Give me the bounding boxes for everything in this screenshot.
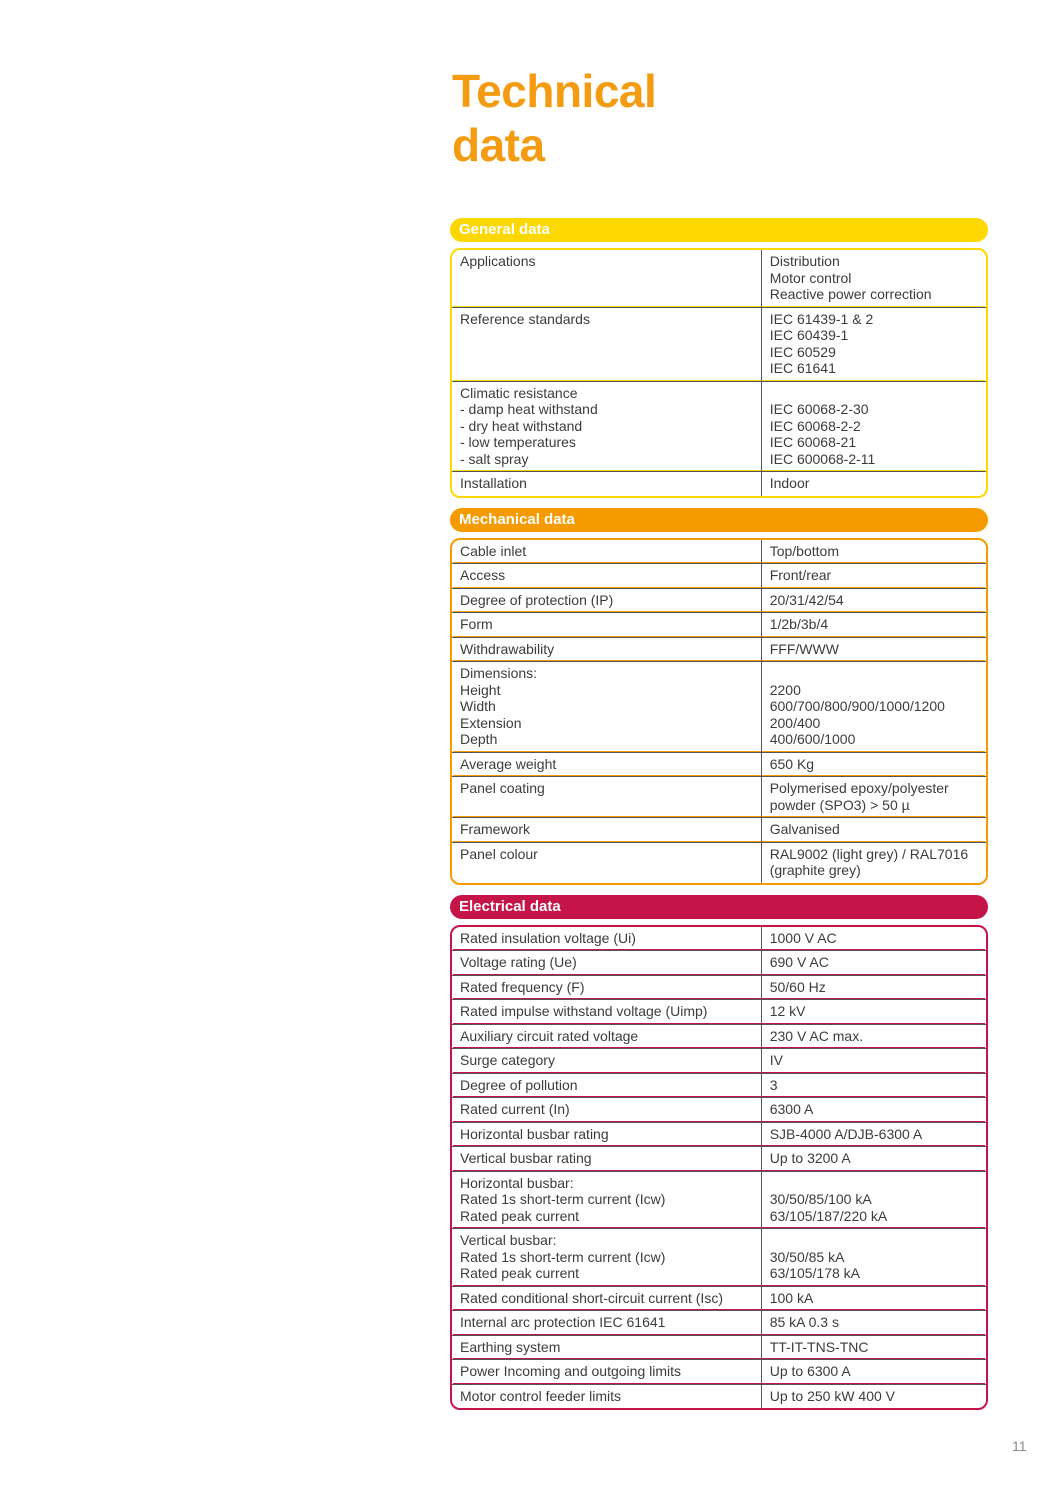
electrical-data-table [450, 925, 988, 1411]
text-line: Up to 6300 A [769, 1363, 851, 1379]
text-line: 100 kA [769, 1289, 814, 1306]
general-data-table [450, 248, 988, 498]
row-label [452, 662, 762, 752]
row-value [762, 951, 986, 975]
table-row [452, 776, 986, 817]
table-row [452, 1024, 986, 1049]
row-label [452, 777, 762, 817]
text-line: Depth [460, 731, 498, 747]
text-line: Average weight [460, 755, 557, 772]
table-row [452, 540, 986, 564]
table-row [452, 999, 986, 1024]
row-value [762, 540, 986, 564]
text-line: 200/400 [769, 714, 821, 731]
row-value [762, 1025, 986, 1049]
text-line: IEC 60439-1 [769, 327, 849, 343]
text-line [770, 1175, 978, 1192]
row-value [762, 613, 986, 637]
text-line: 3 [769, 1076, 778, 1093]
text-line: IEC 600068-2-11 [769, 450, 876, 467]
text-line [770, 1232, 978, 1249]
table-row [452, 1097, 986, 1122]
row-label [452, 1025, 762, 1049]
section-header-mechanical-data: Mechanical data [450, 508, 988, 532]
text-line: 30/50/85/100 kA [769, 1191, 872, 1207]
table-row [452, 752, 986, 777]
row-value [762, 753, 986, 777]
text-line: - damp heat withstand [460, 401, 598, 417]
text-line: Front/rear [769, 567, 832, 583]
row-label [452, 1385, 762, 1409]
row-label [452, 1000, 762, 1024]
row-label [452, 818, 762, 842]
text-line: 1000 V AC [769, 929, 837, 946]
text-line: IV [769, 1052, 783, 1068]
row-value [762, 1049, 986, 1073]
table-row [452, 950, 986, 975]
row-label [452, 1074, 762, 1098]
page-title-line2: data [452, 119, 545, 171]
text-line: Extension [460, 714, 522, 731]
text-line: Rated 1s short-term current (Icw) [460, 1248, 666, 1265]
content-column [450, 0, 988, 1410]
row-value [762, 1287, 986, 1311]
text-line: 600/700/800/900/1000/1200 [769, 698, 945, 714]
text-line: 63/105/178 kA [769, 1265, 861, 1281]
row-value [762, 472, 986, 496]
table-row [452, 471, 986, 496]
text-line: Panel coating [460, 780, 545, 796]
row-label [452, 1147, 762, 1171]
table-row [452, 661, 986, 752]
text-line: IEC 60068-21 [769, 434, 857, 450]
row-label [452, 927, 762, 951]
text-line: Form [460, 616, 493, 632]
text-line: Vertical busbar rating [460, 1150, 592, 1166]
page-number: 11 [1012, 1438, 1027, 1454]
text-line: TT-IT-TNS-TNC [769, 1338, 869, 1355]
row-value [762, 1336, 986, 1360]
text-line: Vertical busbar: [460, 1232, 557, 1248]
table-row [452, 817, 986, 842]
row-label [452, 1172, 762, 1229]
section-header-general-data: General data [450, 218, 988, 242]
table-row [452, 1310, 986, 1335]
text-line: Access [460, 567, 506, 583]
text-line: Internal arc protection IEC 61641 [460, 1314, 666, 1330]
row-label [452, 1049, 762, 1073]
text-line: Rated conditional short-circuit current (Isc) [460, 1289, 723, 1306]
text-line: RAL9002 (light grey) / RAL7016 [769, 845, 969, 862]
text-line: Up to 250 kW 400 V [769, 1387, 896, 1404]
row-label [452, 1098, 762, 1122]
table-row [452, 1146, 986, 1171]
text-line: Cable inlet [460, 542, 527, 559]
table-row [452, 842, 986, 883]
text-line: - dry heat withstand [460, 417, 583, 434]
row-label [452, 308, 762, 381]
table-row [452, 1335, 986, 1360]
text-line: 230 V AC max. [769, 1027, 864, 1044]
table-row [452, 1122, 986, 1147]
text-line: Rated insulation voltage (Ui) [460, 929, 636, 946]
table-row [452, 1286, 986, 1311]
text-line: Earthing system [460, 1338, 561, 1355]
row-value [762, 1229, 986, 1286]
text-line: Motor control [769, 269, 852, 286]
row-value [762, 382, 986, 472]
text-line: 12 kV [769, 1003, 806, 1019]
text-line [770, 385, 978, 402]
text-line: Horizontal busbar: [460, 1174, 574, 1191]
row-value [762, 564, 986, 588]
section-header-electrical-data: Electrical data [450, 895, 988, 919]
row-value [762, 818, 986, 842]
table-row [452, 612, 986, 637]
text-line: 2200 [769, 681, 801, 698]
section-mechanical-data [450, 508, 988, 885]
text-line: Up to 3200 A [769, 1150, 851, 1166]
text-line: IEC 61439-1 & 2 [769, 310, 874, 327]
section-general-data [450, 218, 988, 498]
row-value [762, 1123, 986, 1147]
row-label [452, 1311, 762, 1335]
text-line: powder (SPO3) > 50 µ [769, 796, 910, 813]
row-value [762, 777, 986, 817]
text-line: Power Incoming and outgoing limits [460, 1363, 682, 1379]
table-row [452, 1384, 986, 1409]
row-label [452, 589, 762, 613]
text-line: Installation [460, 475, 527, 491]
text-line: Voltage rating (Ue) [460, 954, 577, 970]
row-label [452, 1336, 762, 1360]
text-line: 1/2b/3b/4 [769, 616, 829, 632]
row-label [452, 1229, 762, 1286]
row-value [762, 976, 986, 1000]
row-value [762, 250, 986, 307]
mechanical-data-table [450, 538, 988, 885]
text-line: Indoor [769, 475, 810, 491]
table-row [452, 1048, 986, 1073]
text-line: Degree of pollution [460, 1076, 578, 1093]
table-row [452, 250, 986, 307]
row-label [452, 472, 762, 496]
text-line: IEC 60529 [769, 343, 836, 360]
row-value [762, 1098, 986, 1122]
text-line: Degree of protection (IP) [460, 591, 614, 608]
text-line: Horizontal busbar rating [460, 1125, 609, 1142]
section-electrical-data [450, 895, 988, 1411]
row-value [762, 308, 986, 381]
row-label [452, 540, 762, 564]
row-label [452, 976, 762, 1000]
text-line: - salt spray [460, 450, 529, 467]
text-line: FFF/WWW [769, 640, 839, 657]
table-row [452, 563, 986, 588]
table-row [452, 1073, 986, 1098]
text-line: Framework [460, 821, 531, 837]
text-line: Motor control feeder limits [460, 1387, 622, 1404]
row-label [452, 843, 762, 883]
text-line: Applications [460, 253, 536, 269]
text-line: Rated impulse withstand voltage (Uimp) [460, 1003, 708, 1019]
text-line: Reference standards [460, 310, 590, 327]
row-label [452, 638, 762, 662]
text-line: Distribution [769, 253, 840, 269]
row-value [762, 1360, 986, 1384]
text-line: 63/105/187/220 kA [769, 1207, 888, 1224]
text-line: 650 Kg [769, 755, 815, 772]
text-line [770, 665, 978, 682]
text-line: Panel colour [460, 845, 538, 862]
text-line: - low temperatures [460, 434, 576, 450]
text-line: Rated peak current [460, 1265, 580, 1281]
table-row [452, 975, 986, 1000]
table-row [452, 637, 986, 662]
text-line: IEC 61641 [769, 360, 836, 376]
row-label [452, 382, 762, 472]
text-line: Width [460, 698, 496, 714]
row-label [452, 1123, 762, 1147]
row-value [762, 1074, 986, 1098]
text-line: 50/60 Hz [769, 978, 826, 995]
table-row [452, 1171, 986, 1229]
text-line: Auxiliary circuit rated voltage [460, 1027, 639, 1044]
table-row [452, 381, 986, 472]
text-line: Rated 1s short-term current (Icw) [460, 1191, 666, 1207]
text-line: Surge category [460, 1052, 555, 1068]
text-line: Rated peak current [460, 1207, 580, 1224]
text-line: Climatic resistance [460, 384, 578, 401]
row-value [762, 927, 986, 951]
row-label [452, 951, 762, 975]
page-title-line1: Technical [452, 65, 657, 117]
text-line: Reactive power correction [769, 286, 932, 302]
row-label [452, 1360, 762, 1384]
table-row [452, 307, 986, 381]
text-line: Rated frequency (F) [460, 978, 585, 995]
row-value [762, 1311, 986, 1335]
text-line: 690 V AC [769, 954, 829, 970]
text-line: Dimensions: [460, 665, 538, 681]
text-line: 85 kA 0.3 s [769, 1314, 839, 1330]
text-line: Withdrawability [460, 640, 555, 657]
row-label [452, 250, 762, 307]
row-label [452, 613, 762, 637]
text-line: Galvanised [769, 821, 840, 837]
table-row [452, 588, 986, 613]
row-value [762, 662, 986, 752]
text-line: Polymerised epoxy/polyester [769, 780, 949, 796]
row-value [762, 1000, 986, 1024]
text-line: Top/bottom [769, 542, 839, 559]
row-value [762, 1147, 986, 1171]
text-line: IEC 60068-2-30 [769, 401, 869, 417]
text-line: Rated current (In) [460, 1101, 570, 1117]
text-line: 400/600/1000 [769, 731, 856, 747]
row-value [762, 638, 986, 662]
text-line: SJB-4000 A/DJB-6300 A [769, 1125, 923, 1142]
row-value [762, 1385, 986, 1409]
text-line: 20/31/42/54 [769, 591, 844, 608]
row-value [762, 843, 986, 883]
row-value [762, 1172, 986, 1229]
text-line: Height [460, 681, 501, 698]
row-label [452, 564, 762, 588]
row-label [452, 753, 762, 777]
row-value [762, 589, 986, 613]
text-line: IEC 60068-2-2 [769, 417, 861, 434]
row-label [452, 1287, 762, 1311]
table-row [452, 1228, 986, 1286]
text-line: 30/50/85 kA [769, 1248, 845, 1265]
page-title [452, 64, 988, 172]
table-row [452, 927, 986, 951]
text-line: 6300 A [769, 1101, 814, 1117]
table-row [452, 1359, 986, 1384]
text-line: (graphite grey) [769, 862, 861, 878]
